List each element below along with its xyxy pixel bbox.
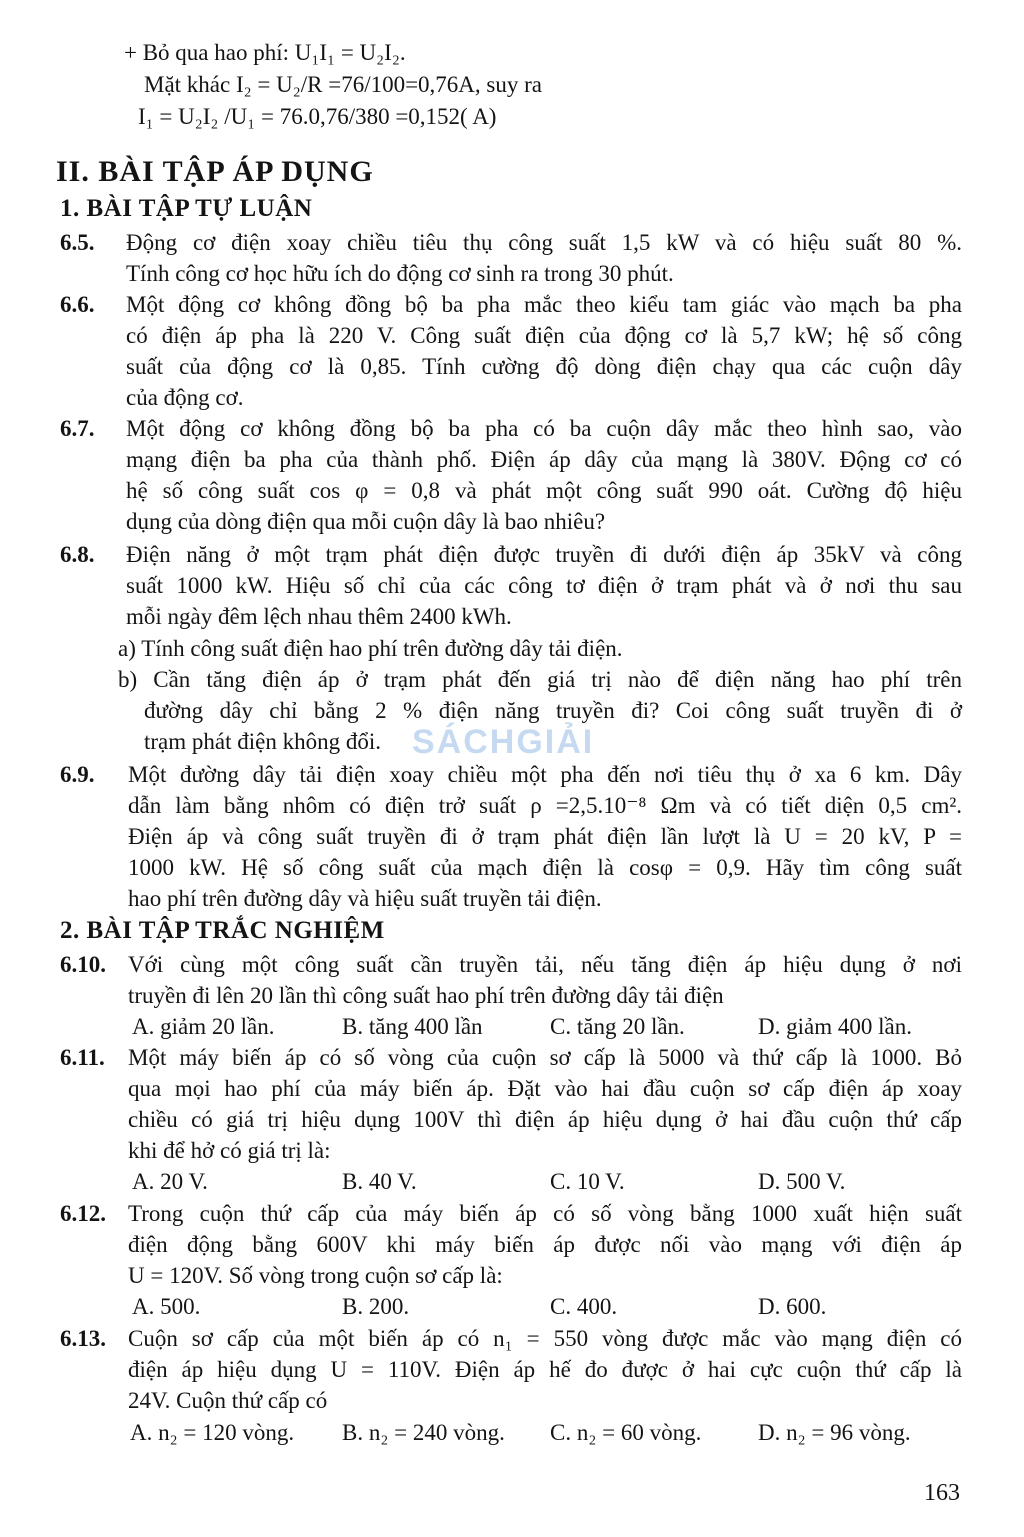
answer-option-c: C. tăng 20 lần. xyxy=(550,1014,685,1039)
answer-option-b: B. n₂ = 240 vòng. xyxy=(342,1420,505,1445)
answer-option-c: C. n₂ = 60 vòng. xyxy=(550,1420,702,1445)
answer-option-a: A. giảm 20 lần. xyxy=(132,1014,275,1039)
question-text-line: điện áp hiệu dụng U = 110V. Điện áp hế đo được ở hai cực cuộn thứ cấp là xyxy=(128,1357,962,1382)
question-text-line: hệ số công suất cos φ = 0,8 và phát một công suất 990 oát. Cường độ hiệu xyxy=(126,478,962,503)
question-text-line: của động cơ. xyxy=(126,385,244,410)
section-title: II. BÀI TẬP ÁP DỤNG xyxy=(56,155,374,188)
intro-line-2: Mặt khác I₂ = U₂/R =76/100=0,76A, suy ra xyxy=(144,72,542,97)
sub-question-b-line: đường dây chỉ bằng 2 % điện năng truyền đi? Coi công suất truyền đi ở xyxy=(144,698,962,723)
intro-line-3: I₁ = U₂I₂ /U₁ = 76.0,76/380 =0,152( A) xyxy=(138,104,497,129)
answer-option-b: B. tăng 400 lần xyxy=(342,1014,483,1039)
answer-option-d: D. 500 V. xyxy=(758,1169,846,1194)
question-text-line: Điện năng ở một trạm phát điện được truyền đi dưới điện áp 35kV và công xyxy=(126,542,962,567)
question-text-line: Với cùng một công suất cần truyền tải, nếu tăng điện áp hiệu dụng ở nơi xyxy=(128,952,962,977)
question-text-line: điện động bằng 600V khi máy biến áp được nối vào mạng với điện áp xyxy=(128,1232,962,1257)
question-text-line: hao phí trên đường dây và hiệu suất truyền tải điện. xyxy=(128,886,602,911)
watermark-logo: SÁCHGIẢI xyxy=(412,723,595,761)
question-text-line: mạng điện ba pha của thành phố. Điện áp dây của mạng là 380V. Động cơ có xyxy=(126,447,962,472)
sub-question-a: a) Tính công suất điện hao phí trên đường dây tải điện. xyxy=(118,636,623,661)
question-text-line: dẫn làm bằng nhôm có điện trở suất ρ =2,5.10⁻⁸ Ωm và có tiết diện 0,5 cm². xyxy=(128,793,962,818)
answer-option-d: D. giảm 400 lần. xyxy=(758,1014,912,1039)
sub-question-b-line: b) Cần tăng điện áp ở trạm phát đến giá trị nào để điện năng hao phí trên xyxy=(118,667,962,692)
page-number: 163 xyxy=(924,1480,960,1506)
answer-option-a: A. 20 V. xyxy=(132,1169,208,1194)
question-text-line: 24V. Cuộn thứ cấp có xyxy=(128,1388,328,1413)
question-text-line: Trong cuộn thứ cấp của máy biến áp có số vòng bằng 1000 xuất hiện suất xyxy=(128,1201,962,1226)
question-number: 6.5. xyxy=(60,230,95,255)
question-text-line: Điện áp và công suất truyền đi ở trạm phát điện lần lượt là U = 20 kV, P = xyxy=(128,824,962,849)
answer-option-b: B. 200. xyxy=(342,1294,410,1319)
question-number: 6.10. xyxy=(60,952,106,977)
question-number: 6.11. xyxy=(60,1045,105,1070)
question-number: 6.12. xyxy=(60,1201,106,1226)
question-text-line: Một đường dây tải điện xoay chiều một pha đến nơi tiêu thụ ở xa 6 km. Dây xyxy=(128,762,962,787)
answer-option-d: D. n₂ = 96 vòng. xyxy=(758,1420,911,1445)
question-text-line: truyền đi lên 20 lần thì công suất hao phí trên đường dây tải điện xyxy=(128,983,724,1008)
question-text-line: Một động cơ không đồng bộ ba pha có ba cuộn dây mắc theo hình sao, vào xyxy=(126,416,962,441)
question-text-line: Một động cơ không đồng bộ ba pha mắc theo kiểu tam giác vào mạch ba pha xyxy=(126,292,962,317)
question-text-line: có điện áp pha là 220 V. Công suất điện của động cơ là 5,7 kW; hệ số công xyxy=(126,323,962,348)
question-text-line: Động cơ điện xoay chiều tiêu thụ công suất 1,5 kW và có hiệu suất 80 %. xyxy=(126,230,962,255)
question-text-line: Tính công cơ học hữu ích do động cơ sinh ra trong 30 phút. xyxy=(126,261,674,286)
question-text-line: khi để hở có giá trị là: xyxy=(128,1138,331,1163)
question-text-line: Một máy biến áp có số vòng của cuộn sơ cấp là 5000 và thứ cấp là 1000. Bỏ xyxy=(128,1045,962,1070)
question-text-line: qua mọi hao phí của máy biến áp. Đặt vào hai đầu cuộn sơ cấp điện áp xoay xyxy=(128,1076,962,1101)
answer-option-c: C. 10 V. xyxy=(550,1169,625,1194)
answer-option-c: C. 400. xyxy=(550,1294,618,1319)
question-text-line: dụng của dòng điện qua mỗi cuộn dây là bao nhiêu? xyxy=(126,509,606,534)
question-text-line: mỗi ngày đêm lệch nhau thêm 2400 kWh. xyxy=(126,604,512,629)
question-number: 6.9. xyxy=(60,762,95,787)
question-number: 6.7. xyxy=(60,416,95,441)
answer-option-d: D. 600. xyxy=(758,1294,827,1319)
question-text-line: Cuộn sơ cấp của một biến áp có n₁ = 550 vòng được mắc vào mạng điện có xyxy=(128,1326,962,1351)
subsection-title-essay: 1. BÀI TẬP TỰ LUẬN xyxy=(60,195,313,222)
question-number: 6.13. xyxy=(60,1326,106,1351)
question-text-line: chiều có giá trị hiệu dụng 100V thì điện áp hiệu dụng ở hai đầu cuộn thứ cấp xyxy=(128,1107,962,1132)
question-text-line: suất của động cơ là 0,85. Tính cường độ dòng điện chạy qua các cuộn dây xyxy=(126,354,962,379)
question-text-line: suất 1000 kW. Hiệu số chỉ của các công tơ điện ở trạm phát và ở nơi thu sau xyxy=(126,573,962,598)
question-number: 6.8. xyxy=(60,542,95,567)
subsection-title-mcq: 2. BÀI TẬP TRẮC NGHIỆM xyxy=(60,917,385,944)
answer-option-a: A. n₂ = 120 vòng. xyxy=(130,1420,295,1445)
question-number: 6.6. xyxy=(60,292,95,317)
answer-option-b: B. 40 V. xyxy=(342,1169,417,1194)
sub-question-b-line: trạm phát điện không đổi. xyxy=(144,729,381,754)
question-text-line: U = 120V. Số vòng trong cuộn sơ cấp là: xyxy=(128,1263,503,1288)
intro-line-1: + Bỏ qua hao phí: U₁I₁ = U₂I₂. xyxy=(124,40,406,65)
answer-option-a: A. 500. xyxy=(132,1294,201,1319)
question-text-line: 1000 kW. Hệ số công suất của mạch điện là cosφ = 0,9. Hãy tìm công suất xyxy=(128,855,962,880)
